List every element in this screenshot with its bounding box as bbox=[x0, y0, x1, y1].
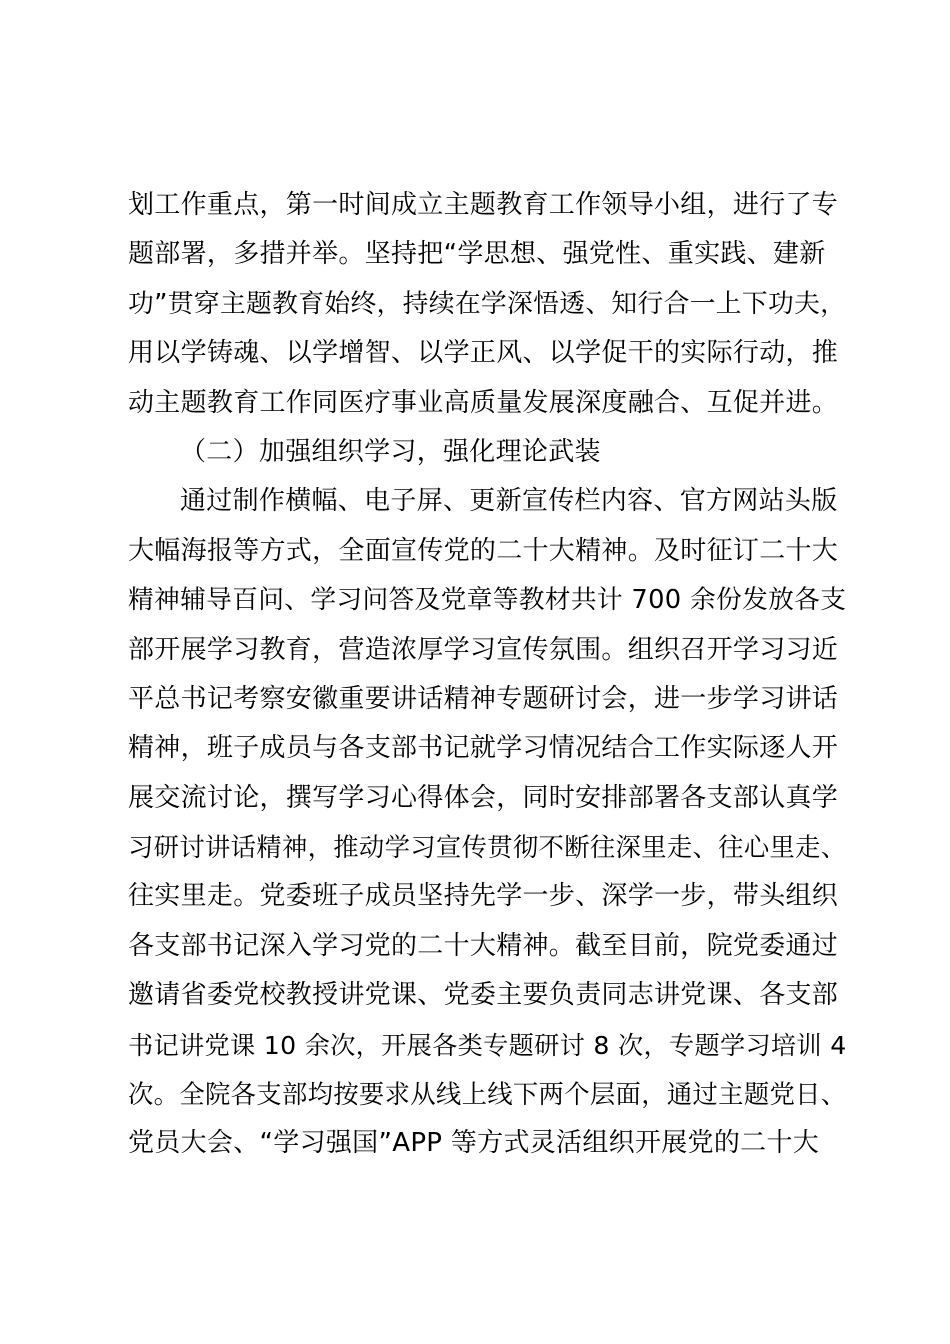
body-line: 划工作重点，第一时间成立主题教育工作领导小组，进行了专 bbox=[128, 190, 839, 220]
body-line: 部开展学习教育，营造浓厚学习宣传氛围。组织召开学习习近 bbox=[128, 634, 839, 665]
body-line: 书记讲党课 10 余次，开展各类专题研讨 8 次，专题学习培训 4 bbox=[128, 1030, 847, 1060]
body-line: 次。全院各支部均按要求从线上线下两个层面，通过主题党日、 bbox=[128, 1079, 847, 1110]
body-line: 各支部书记深入学习党的二十大精神。截至目前，院党委通过 bbox=[128, 930, 839, 961]
paragraph-first-line: 通过制作横幅、电子屏、更新宣传栏内容、官方网站头版 bbox=[180, 486, 838, 517]
section-heading: （二）加强组织学习，强化理论武装 bbox=[180, 436, 601, 467]
body-line: 大幅海报等方式，全面宣传党的二十大精神。及时征订二十大 bbox=[128, 535, 839, 566]
body-line: 功”贯穿主题教育始终，持续在学深悟透、知行合一上下功夫， bbox=[128, 288, 847, 319]
body-line: 党员大会、“学习强国”APP 等方式灵活组织开展党的二十大 bbox=[128, 1128, 820, 1159]
body-line: 精神，班子成员与各支部书记就学习情况结合工作实际逐人开 bbox=[128, 733, 839, 764]
document-body bbox=[128, 181, 850, 1169]
body-line: 习研讨讲话精神，推动学习宣传贯彻不断往深里走、往心里走、 bbox=[128, 832, 847, 863]
body-line: 平总书记考察安徽重要讲话精神专题研讨会，进一步学习讲话 bbox=[128, 683, 839, 714]
body-line: 用以学铸魂、以学增智、以学正风、以学促干的实际行动，推 bbox=[128, 338, 839, 369]
body-line: 题部署，多措并举。坚持把“学思想、强党性、重实践、建新 bbox=[128, 239, 826, 270]
body-line: 往实里走。党委班子成员坚持先学一步、深学一步，带头组织 bbox=[128, 881, 839, 912]
body-line: 精神辅导百问、学习问答及党章等教材共计 700 余份发放各支 bbox=[128, 585, 847, 616]
body-line: 动主题教育工作同医疗事业高质量发展深度融合、互促并进。 bbox=[128, 387, 839, 418]
body-line: 邀请省委党校教授讲党课、党委主要负责同志讲党课、各支部 bbox=[128, 980, 839, 1011]
body-line: 展交流讨论，撰写学习心得体会，同时安排部署各支部认真学 bbox=[128, 782, 839, 813]
